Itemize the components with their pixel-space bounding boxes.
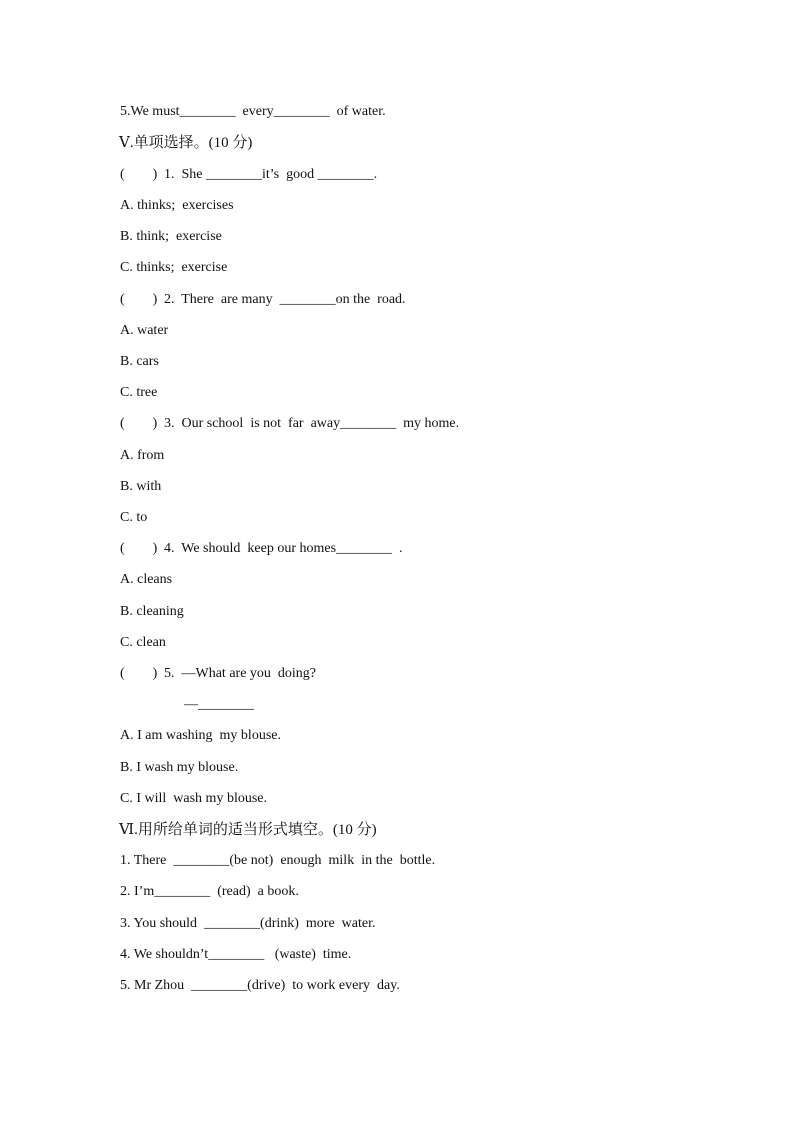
answer-blank[interactable]: ( )	[120, 167, 158, 182]
option-b: B. cleaning	[120, 604, 184, 619]
answer-blank[interactable]: ( )	[120, 666, 158, 681]
fill-item-5: 5. Mr Zhou ________(drive) to work every day.	[120, 978, 400, 993]
question-stem: 5. —What are you doing?	[164, 666, 317, 681]
fill-item-2: 2. I’m________ (read) a book.	[120, 884, 299, 899]
option-c: C. clean	[120, 635, 166, 650]
section-5-heading: Ⅴ.单项选择。(10 分)	[119, 135, 253, 151]
question-stem: 4. We should keep our homes________ .	[164, 541, 403, 556]
option-b: B. think; exercise	[120, 229, 222, 244]
option-a: A. cleans	[120, 572, 173, 587]
fill-item-3: 3. You should ________(drink) more water.	[120, 916, 376, 931]
answer-blank[interactable]: ( )	[120, 292, 158, 307]
option-c: C. to	[120, 510, 148, 525]
option-a: A. water	[120, 323, 169, 338]
fill-question-5: 5.We must________ every________ of water.	[120, 104, 386, 119]
option-b: B. I wash my blouse.	[120, 760, 239, 775]
option-a: A. thinks; exercises	[120, 198, 234, 213]
dialogue-answer-line: —________	[184, 697, 254, 712]
option-b: B. with	[120, 479, 162, 494]
option-a: A. I am washing my blouse.	[120, 728, 281, 743]
question-stem: 1. She ________it’s good ________.	[164, 167, 378, 182]
option-c: C. I will wash my blouse.	[120, 791, 267, 806]
choice-question-2	[120, 291, 406, 309]
question-stem: 3. Our school is not far away________ my home.	[164, 416, 460, 431]
answer-blank[interactable]: ( )	[120, 541, 158, 556]
choice-question-3	[120, 415, 459, 433]
option-b: B. cars	[120, 354, 159, 369]
choice-question-5	[120, 665, 316, 683]
answer-blank[interactable]: ( )	[120, 416, 158, 431]
question-stem: 2. There are many ________on the road.	[164, 292, 406, 307]
choice-question-4	[120, 540, 403, 558]
option-a: A. from	[120, 448, 165, 463]
option-c: C. tree	[120, 385, 158, 400]
choice-question-1	[120, 166, 377, 184]
section-6-heading: Ⅵ.用所给单词的适当形式填空。(10 分)	[119, 822, 377, 838]
fill-item-4: 4. We shouldn’t________ (waste) time.	[120, 947, 352, 962]
fill-item-1: 1. There ________(be not) enough milk in the bottle.	[120, 853, 436, 868]
option-c: C. thinks; exercise	[120, 260, 228, 275]
